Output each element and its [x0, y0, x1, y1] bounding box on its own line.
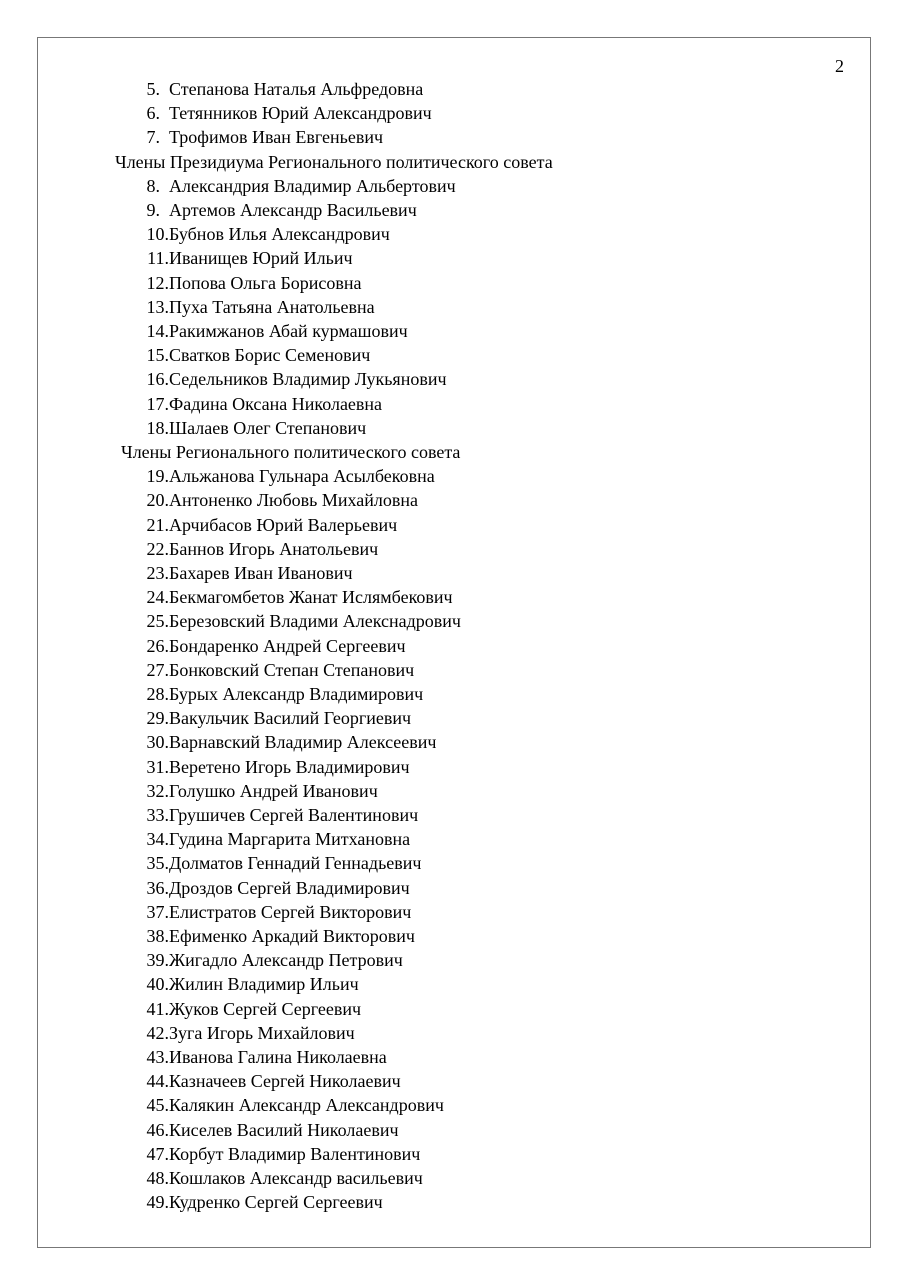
list-item	[0, 900, 910, 924]
list-item-number: 37.	[146, 902, 169, 922]
list-item	[0, 561, 910, 585]
list-item-name: Шалаев Олег Степанович	[169, 418, 367, 438]
list-item	[0, 246, 910, 270]
list-item-name: Корбут Владимир Валентинович	[169, 1144, 421, 1164]
list-item-name: Жигадло Александр Петрович	[169, 950, 403, 970]
list-item-name: Седельников Владимир Лукьянович	[169, 369, 447, 389]
list-item-name: Бубнов Илья Александрович	[169, 224, 390, 244]
list-item-number: 22.	[146, 539, 169, 559]
list-item-number: 24.	[146, 587, 169, 607]
list-item	[0, 174, 910, 198]
list-item	[0, 1021, 910, 1045]
list-item-name: Тетянников Юрий Александрович	[169, 103, 432, 123]
list-item-name: Кошлаков Александр васильевич	[169, 1168, 423, 1188]
list-item-number: 49.	[146, 1192, 169, 1212]
list-item	[0, 706, 910, 730]
list-item	[0, 682, 910, 706]
list-item-name: Фадина Оксана Николаевна	[169, 394, 383, 414]
list-item	[0, 222, 910, 246]
list-item-name: Бонковский Степан Степанович	[169, 660, 415, 680]
list-item-number: 38.	[146, 926, 169, 946]
list-item	[0, 1190, 910, 1214]
list-item	[0, 1166, 910, 1190]
list-item-name: Артемов Александр Васильевич	[169, 200, 417, 220]
list-item	[0, 1093, 910, 1117]
list-item-number: 18.	[146, 418, 169, 438]
list-item-number: 27.	[146, 660, 169, 680]
list-item-name: Зуга Игорь Михайлович	[169, 1023, 355, 1043]
list-item-name: Антоненко Любовь Михайловна	[169, 490, 418, 510]
list-item-number: 16.	[146, 369, 169, 389]
list-item-number: 39.	[146, 950, 169, 970]
list-item-name: Иванова Галина Николаевна	[169, 1047, 387, 1067]
list-item-name: Дроздов Сергей Владимирович	[169, 878, 410, 898]
list-item-number: 41.	[146, 999, 169, 1019]
list-item-number: 32.	[146, 781, 169, 801]
list-item-number: 48.	[146, 1168, 169, 1188]
list-item-name: Вакульчик Василий Георгиевич	[169, 708, 412, 728]
list-item	[0, 488, 910, 512]
list-item	[0, 77, 910, 101]
list-item	[0, 755, 910, 779]
list-item-number: 42.	[146, 1023, 169, 1043]
list-item-name: Баннов Игорь Анатольевич	[169, 539, 379, 559]
list-item	[0, 271, 910, 295]
list-item-name: Иванищев Юрий Ильич	[169, 248, 353, 268]
list-item-name: Долматов Геннадий Геннадьевич	[169, 853, 422, 873]
list-item	[0, 779, 910, 803]
list-item-name: Варнавский Владимир Алексеевич	[169, 732, 437, 752]
list-item-name: Бондаренко Андрей Сергеевич	[169, 636, 406, 656]
list-item-number: 30.	[146, 732, 169, 752]
list-item-number: 21.	[146, 515, 169, 535]
list-item-name: Альжанова Гульнара Асылбековна	[169, 466, 435, 486]
list-item-number: 19.	[146, 466, 169, 486]
section-heading: Члены Президиума Регионального политического совета	[115, 152, 553, 172]
list-item	[0, 392, 910, 416]
list-item	[0, 343, 910, 367]
list-item-name: Арчибасов Юрий Валерьевич	[169, 515, 398, 535]
list-item-number: 33.	[146, 805, 169, 825]
list-item-number: 28.	[146, 684, 169, 704]
list-item-name: Сватков Борис Семенович	[169, 345, 371, 365]
list-item	[0, 1069, 910, 1093]
list-item	[0, 537, 910, 561]
list-item-name: Калякин Александр Александрович	[169, 1095, 444, 1115]
list-item	[0, 851, 910, 875]
list-item-name: Грушичев Сергей Валентинович	[169, 805, 419, 825]
list-item-name: Бахарев Иван Иванович	[169, 563, 353, 583]
list-item-number: 15.	[146, 345, 169, 365]
list-item-number: 35.	[146, 853, 169, 873]
list-item-name: Пуха Татьяна Анатольевна	[169, 297, 375, 317]
list-item	[0, 972, 910, 996]
list-item-name: Елистратов Сергей Викторович	[169, 902, 412, 922]
list-item-name: Кудренко Сергей Сергеевич	[169, 1192, 383, 1212]
list-item	[0, 924, 910, 948]
list-item-number: 20.	[146, 490, 169, 510]
list-item-number: 8.	[146, 176, 160, 196]
list-item-number: 47.	[146, 1144, 169, 1164]
list-item	[0, 367, 910, 391]
list-item-number: 11.	[147, 248, 169, 268]
list-item	[0, 997, 910, 1021]
list-item	[0, 609, 910, 633]
list-item	[0, 513, 910, 537]
list-item-name: Попова Ольга Борисовна	[169, 273, 362, 293]
list-item-number: 40.	[146, 974, 169, 994]
list-item	[0, 1118, 910, 1142]
page-number: 2	[835, 56, 844, 76]
list-item	[0, 585, 910, 609]
list-item-name: Веретено Игорь Владимирович	[169, 757, 410, 777]
list-item	[0, 1045, 910, 1069]
list-item	[0, 803, 910, 827]
list-item-name: Казначеев Сергей Николаевич	[169, 1071, 401, 1091]
list-item-number: 13.	[146, 297, 169, 317]
list-item-number: 14.	[146, 321, 169, 341]
list-item-number: 44.	[146, 1071, 169, 1091]
section-heading: Члены Регионального политического совета	[121, 442, 461, 462]
list-item	[0, 319, 910, 343]
list-item-name: Гудина Маргарита Митхановна	[169, 829, 411, 849]
list-item-name: Жилин Владимир Ильич	[169, 974, 359, 994]
list-item-name: Киселев Василий Николаевич	[169, 1120, 399, 1140]
list-item-name: Бурых Александр Владимирович	[169, 684, 424, 704]
list-item-number: 34.	[146, 829, 169, 849]
list-item-number: 9.	[146, 200, 160, 220]
list-item	[0, 730, 910, 754]
list-item-number: 31.	[146, 757, 169, 777]
list-item-name: Александрия Владимир Альбертович	[169, 176, 456, 196]
list-item-number: 43.	[146, 1047, 169, 1067]
list-item	[0, 876, 910, 900]
list-item	[0, 295, 910, 319]
list-item	[0, 1142, 910, 1166]
list-item-number: 17.	[146, 394, 169, 414]
list-item-name: Трофимов Иван Евгеньевич	[169, 127, 384, 147]
list-item	[0, 125, 910, 149]
list-item-number: 7.	[146, 127, 160, 147]
list-item-name: Голушко Андрей Иванович	[169, 781, 378, 801]
list-item-number: 23.	[146, 563, 169, 583]
list-item-number: 12.	[146, 273, 169, 293]
list-item	[0, 198, 910, 222]
list-item-number: 26.	[146, 636, 169, 656]
list-item-number: 10.	[146, 224, 169, 244]
list-item-name: Жуков Сергей Сергеевич	[169, 999, 362, 1019]
list-item-number: 5.	[146, 79, 160, 99]
list-item	[0, 101, 910, 125]
list-item	[0, 948, 910, 972]
list-item-name: Ефименко Аркадий Викторович	[169, 926, 415, 946]
list-item	[0, 464, 910, 488]
list-item-number: 36.	[146, 878, 169, 898]
list-item	[0, 658, 910, 682]
list-item-name: Бекмагомбетов Жанат Ислямбекович	[169, 587, 453, 607]
list-item-number: 6.	[146, 103, 160, 123]
list-item-number: 45.	[146, 1095, 169, 1115]
list-item-name: Ракимжанов Абай курмашович	[169, 321, 408, 341]
list-item-number: 46.	[146, 1120, 169, 1140]
list-item-number: 25.	[146, 611, 169, 631]
list-item	[0, 416, 910, 440]
list-item-number: 29.	[146, 708, 169, 728]
list-item	[0, 634, 910, 658]
list-item-name: Березовский Владими Алекснадрович	[169, 611, 461, 631]
list-item-name: Степанова Наталья Альфредовна	[169, 79, 424, 99]
list-item	[0, 827, 910, 851]
